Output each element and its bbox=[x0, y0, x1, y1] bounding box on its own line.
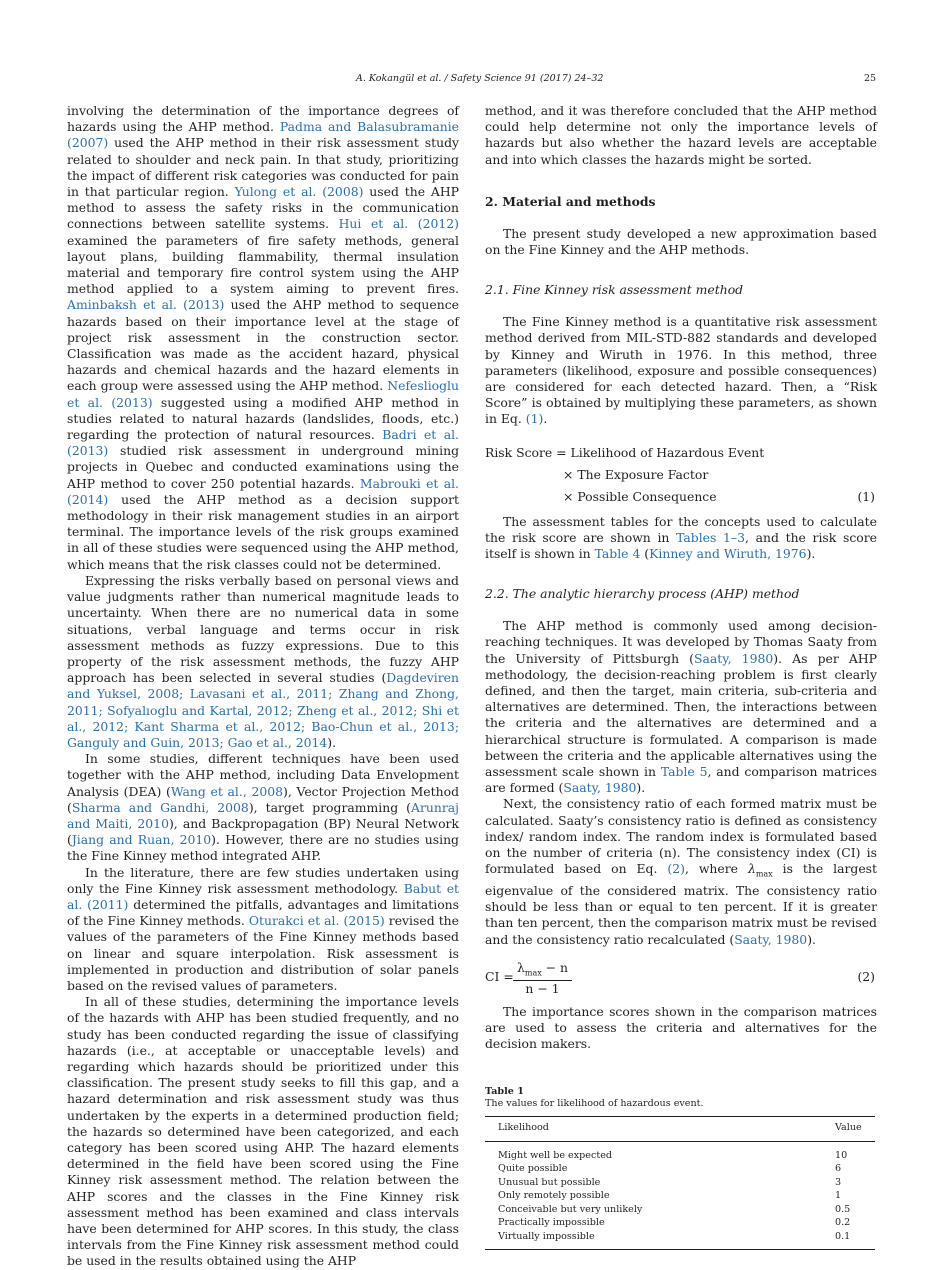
table-cell: 0.5 bbox=[835, 1203, 851, 1215]
table-cell: 6 bbox=[835, 1163, 842, 1175]
citation-link[interactable]: Mabrouki et al. (2014) bbox=[67, 475, 460, 507]
text-run: In some studies, different techniques have been used together with the AHP method, including Data Envelopment Analysis (DEA) ( bbox=[67, 751, 459, 799]
paragraph bbox=[485, 618, 877, 796]
citation-link[interactable]: Wang et al., 2008 bbox=[170, 783, 284, 799]
citation-link[interactable]: Padma and Balasubramanie (2007) bbox=[67, 119, 459, 151]
citation-link[interactable]: Table 5 bbox=[660, 764, 708, 780]
table-row bbox=[485, 1176, 875, 1190]
citation-link[interactable]: Yulong et al. (2008) bbox=[234, 184, 364, 200]
table-caption-text: The values for likelihood of hazardous event. bbox=[485, 1098, 704, 1110]
equation-number: (1) bbox=[857, 488, 875, 504]
table-cell: 1 bbox=[835, 1190, 842, 1202]
citation-link[interactable]: (1) bbox=[525, 411, 544, 427]
text-run: ( bbox=[640, 546, 650, 562]
paragraph bbox=[485, 103, 877, 168]
table-cell: Quite possible bbox=[498, 1163, 568, 1175]
table-row bbox=[485, 1203, 875, 1217]
text-run: suggested using a modified AHP method in studies related to natural hazards (landslides, floods, etc.) regarding the protection of natural resources. bbox=[67, 394, 459, 443]
citation-link[interactable]: Arunraj and Maiti, 2010 bbox=[67, 799, 459, 831]
text-run: Expressing the risks verbally based on personal views and value judgments rather than numerical magnitude leads to uncertainty. When there are no numerical data in some situations, verbal language and terms occur in risk assessment methods as fuzzy expressions. Due to this property of the risk assessment methods, the fuzzy AHP approach has been selected in several studies ( bbox=[67, 572, 459, 686]
text-run: determined the pitfalls, advantages and limitations of the Fine Kinney methods. bbox=[67, 896, 459, 929]
citation-link[interactable]: Jiang and Ruan, 2010 bbox=[71, 832, 212, 848]
text-run: The importance scores shown in the comparison matrices are used to assess the criteria and alternatives for the decision makers. bbox=[485, 1003, 877, 1052]
subscript: max bbox=[755, 869, 773, 879]
column-header: Likelihood bbox=[485, 1117, 835, 1141]
lambda-symbol: λ bbox=[747, 861, 756, 877]
paragraph bbox=[67, 103, 459, 573]
text-run: used the AHP method to sequence hazards based on their importance level at the stage of project risk assessment in the construction sector. Classification was made as the accident hazard, physical hazards and chemical hazards and the hazard elements in each group were assessed using the AHP method. bbox=[67, 297, 459, 394]
text-run: In the literature, there are few studies undertaken using only the Fine Kinney risk assessment methodology. bbox=[67, 864, 459, 896]
subscript: max bbox=[524, 968, 542, 978]
table-cell: Conceivable but very unlikely bbox=[498, 1203, 643, 1215]
citation-link[interactable]: Babut et al. (2011) bbox=[67, 880, 460, 912]
table-row bbox=[485, 1189, 875, 1203]
text-run: involving the determination of the importance degrees of hazards using the AHP method. bbox=[67, 103, 459, 135]
equation-1 bbox=[485, 442, 877, 508]
table-row bbox=[485, 1216, 875, 1230]
paragraph bbox=[67, 994, 459, 1269]
running-title: A. Kokangül et al. / Safety Science 91 (2017) 24–32 bbox=[356, 73, 604, 84]
paragraph bbox=[67, 751, 459, 864]
citation-link[interactable]: Table 4 bbox=[594, 546, 641, 562]
text-run: − n bbox=[541, 959, 568, 975]
text-run: ), target programming ( bbox=[248, 799, 412, 815]
paragraph bbox=[67, 573, 459, 751]
text-run: The Fine Kinney method is a quantitative risk assessment method derived from MIL-STD-882 standards and developed by Kinney and Wiruth in 1976. In this method, three parameters (likelihood, exposure and possible consequences) are considered for each detected hazard. Then, a “Risk Score” is obtained by multiplying these parameters, as shown in Eq. bbox=[485, 314, 877, 427]
text-run: revised the values of the parameters of the Fine Kinney methods based on linear and square interpolation. Risk assessment is implemented in production and distribution of solar panels based on the revised values of parameters. bbox=[67, 913, 459, 993]
equation-link[interactable]: (2) bbox=[667, 861, 685, 877]
text-run: ). bbox=[636, 780, 646, 796]
table-caption bbox=[485, 1086, 877, 1110]
text-run: ). bbox=[327, 734, 337, 750]
text-run: ). bbox=[807, 931, 816, 947]
text-run: Next, the consistency ratio of each formed matrix must be calculated. Saaty’s consistency ratio is defined as consistency index/ random index. The random index is formulated based on the number of criteria (n). The consistency index (CI) is formulated based on Eq. bbox=[485, 796, 877, 877]
subsection-heading: 2.1. Fine Kinney risk assessment method bbox=[485, 282, 744, 298]
right-column bbox=[485, 103, 877, 1250]
fraction bbox=[513, 960, 572, 996]
equation-line: × Possible Consequence bbox=[563, 488, 717, 504]
citation-link[interactable]: Saaty, 1980 bbox=[694, 650, 774, 666]
table-cell: 0.1 bbox=[835, 1230, 875, 1250]
section-heading: 2. Material and methods bbox=[485, 193, 656, 209]
text-run: In all of these studies, determining the importance levels of the hazards with AHP has been studied frequently, and no study has been conducted regarding the issue of classifying hazards (i.e., at acceptable or unacceptable levels) and regarding which hazards should be prioritized under this classification. The present study seeks to fill this gap, and a hazard determination and risk assessment study was thus undertaken by the experts in a determined production field; the hazards so determined have been categorized, and each category has been scored using AHP. The hazard elements determined in the field have been scored using the Fine Kinney risk assessment method. The relation between the AHP scores and the classes in the Fine Kinney risk assessment method has been examined and class intervals have been determined for AHP scores. In this study, the class intervals from the Fine Kinney risk assessment method could be used in the results obtained using the AHP bbox=[67, 994, 459, 1269]
table-cell: 0.2 bbox=[835, 1217, 851, 1229]
left-column bbox=[67, 103, 459, 1270]
table-cell: 10 bbox=[835, 1149, 848, 1161]
equation-line: × The Exposure Factor bbox=[563, 466, 709, 482]
text-run: , and comparison matrices are formed ( bbox=[485, 764, 878, 796]
paragraph bbox=[485, 1004, 877, 1053]
equation-lhs: CI = bbox=[485, 968, 514, 984]
text-run: studied risk assessment in underground mining projects in Quebec and conducted examinations using the AHP method to cover 250 potential hazards. bbox=[67, 443, 459, 491]
citation-link[interactable]: Aminbaksh et al. (2013) bbox=[67, 297, 225, 313]
table-cell: Virtually impossible bbox=[485, 1230, 835, 1250]
likelihood-table bbox=[485, 1116, 875, 1250]
table-row bbox=[485, 1141, 875, 1162]
table-cell: Practically impossible bbox=[498, 1217, 605, 1229]
text-run: is the largest eigenvalue of the considered matrix. The consistency ratio should be less than or equal to ten percent. If it is greater than ten percent, then the comparison matrix must be revised and the consistency ratio recalculated ( bbox=[485, 861, 878, 947]
citation-link[interactable]: Nefeslioglu et al. (2013) bbox=[67, 378, 459, 410]
equation-2 bbox=[485, 959, 877, 997]
equation-number: (2) bbox=[857, 968, 875, 984]
table-cell: Only remotely possible bbox=[498, 1190, 610, 1202]
equation-line: Risk Score = Likelihood of Hazardous Event bbox=[485, 444, 765, 460]
text-run: ). However, there are no studies using the Fine Kinney method integrated AHP. bbox=[67, 832, 459, 864]
citation-link[interactable]: Tables 1–3 bbox=[676, 529, 745, 545]
text-run: used the AHP method to assess the safety risks in the communication connections between satellite systems. bbox=[67, 184, 459, 232]
page-number: 25 bbox=[864, 73, 877, 84]
citation-link[interactable]: Saaty, 1980 bbox=[563, 780, 637, 796]
text-run: method, and it was therefore concluded that the AHP method could help determine not only the importance levels of hazards but also whether the hazard levels are acceptable and into which classes the hazards might be sorted. bbox=[485, 103, 877, 167]
running-header bbox=[0, 73, 925, 89]
text-run: The assessment tables for the concepts used to calculate the risk score are shown in bbox=[485, 513, 877, 545]
text-run: ). bbox=[806, 546, 816, 562]
citation-link[interactable]: Oturakci et al. (2015) bbox=[248, 913, 385, 929]
text-run: ). As per AHP methodology, the decision-reaching problem is first clearly defined, and then the target, main criteria, sub-criteria and alternatives are determined. Then, the interactions between the criteria and the alternatives are determined and a hierarchical structure is formulated. A comparison is made between the criteria and the applicable alternatives using the assessment scale shown in bbox=[485, 650, 877, 780]
table-cell: Might well be expected bbox=[498, 1149, 613, 1161]
citation-link[interactable]: Kinney and Wiruth, 1976 bbox=[649, 546, 807, 562]
paragraph bbox=[67, 865, 459, 995]
text-run: examined the parameters of fire safety methods, general layout plans, building flammability, thermal insulation material and temporary fire control system using the AHP method applied to a system aiming to prevent fires. bbox=[67, 232, 459, 297]
citation-link[interactable]: Dagdeviren and Yuksel, 2008; Lavasani et al., 2011; Zhang and Zhong, 2011; Sofyalıoglu and Kartal, 2012; Zheng et al., 2012; Shi et al., 2012; Kant Sharma et al., 2012; Bao-Chun et al., 2013; Ganguly and Guin, 2013; Gao et al., 2014 bbox=[67, 670, 459, 750]
text-run: The AHP method is commonly used among decision-reaching techniques. It was developed by Thomas Saaty from the University of Pittsburgh ( bbox=[485, 618, 877, 666]
text-run: ), Vector Projection Method ( bbox=[67, 783, 459, 815]
table-header-row bbox=[485, 1117, 875, 1141]
citation-link[interactable]: Badri et al. (2013) bbox=[67, 427, 459, 459]
citation-link[interactable]: Sharma and Gandhi, 2008 bbox=[71, 799, 249, 815]
table-row bbox=[485, 1230, 875, 1250]
citation-link[interactable]: Saaty, 1980 bbox=[734, 931, 808, 947]
table-row bbox=[485, 1162, 875, 1176]
table-cell: 3 bbox=[835, 1176, 842, 1188]
lambda-symbol: λ bbox=[517, 959, 525, 975]
text-run: The present study developed a new approximation based on the Fine Kinney and the AHP methods. bbox=[485, 225, 877, 258]
text-run: used the AHP method as a decision support methodology in their risk management studies in an airport terminal. The importance levels of the risk groups examined in all of these studies were sequenced using the AHP method, which means that the risk classes could not be determined. bbox=[67, 491, 459, 572]
paragraph bbox=[485, 226, 877, 258]
paragraph bbox=[485, 796, 877, 947]
table-cell: Unusual but possible bbox=[498, 1176, 601, 1188]
paragraph bbox=[485, 514, 877, 563]
numerator bbox=[513, 960, 572, 981]
text-run: , and the risk score itself is shown in bbox=[485, 529, 877, 562]
text-run: used the AHP method in their risk assessment study related to shoulder and neck pain. In that study, prioritizing the impact of different risk categories was conducted for pain in that particular region. bbox=[67, 135, 459, 200]
subsection-heading: 2.2. The analytic hierarchy process (AHP) method bbox=[485, 586, 800, 602]
table-label: Table 1 bbox=[485, 1086, 524, 1098]
column-header: Value bbox=[835, 1117, 875, 1141]
text-run: . bbox=[543, 411, 548, 427]
text-run: , where bbox=[684, 861, 748, 877]
denominator: n − 1 bbox=[525, 981, 560, 997]
citation-link[interactable]: Hui et al. (2012) bbox=[338, 216, 459, 232]
text-run: ), and Backpropagation (BP) Neural Network ( bbox=[67, 815, 459, 848]
paragraph bbox=[485, 314, 877, 427]
